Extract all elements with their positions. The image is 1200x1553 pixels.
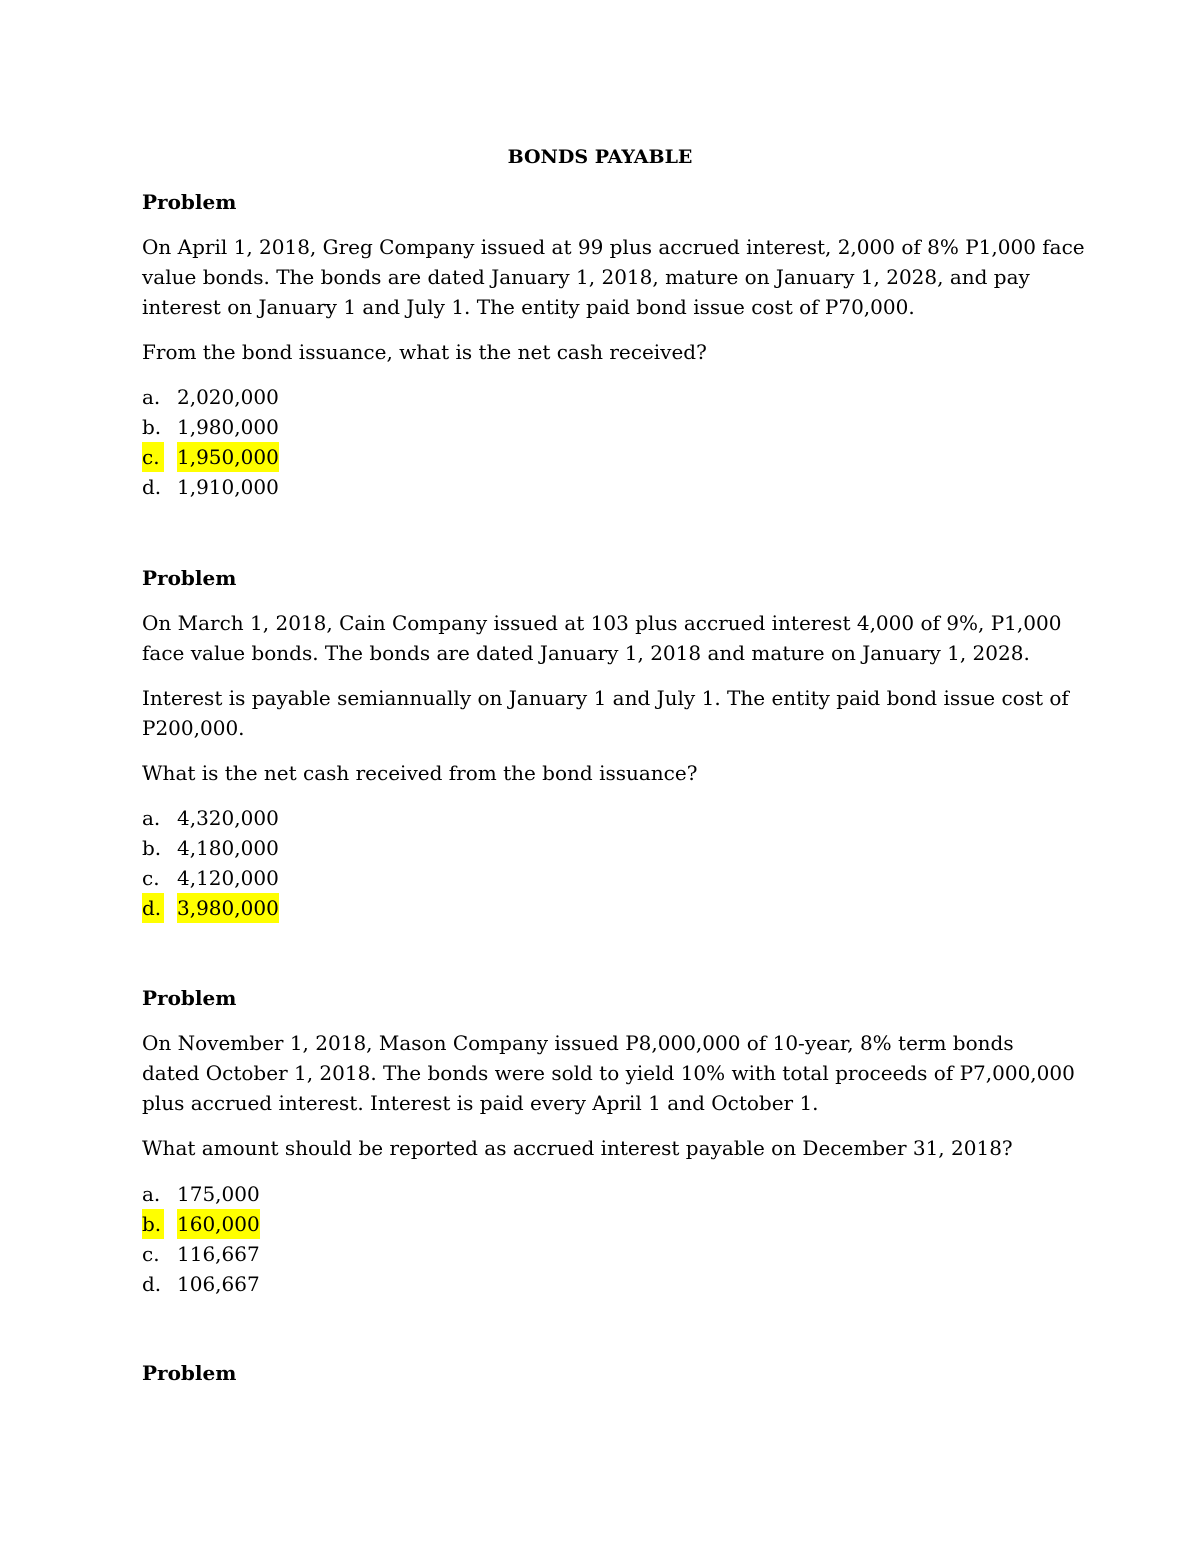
problem-3-heading: Problem [142,986,237,1010]
problem-2-heading: Problem [142,566,237,590]
option-letter: d. [142,1272,162,1296]
option-value: 4,120,000 [177,866,279,890]
option-letter: a. [142,1182,161,1206]
option-d-highlighted [142,893,279,923]
option-letter: d. [142,475,162,499]
option-b-highlighted [142,1209,260,1239]
problem-2-statement [142,608,1072,668]
problem-1-question [142,337,1072,367]
problem-3-question [142,1133,1072,1163]
option-letter: c. [142,1242,160,1266]
option-b [142,833,279,863]
option-value: 175,000 [177,1182,260,1206]
option-d [142,1269,260,1299]
option-value: 1,980,000 [177,415,279,439]
text-line: dated October 1, 2018. The bonds were sold to yield 10% with total proceeds of P7,000,000 [142,1061,1075,1085]
problem-2-interest-terms [142,683,1072,743]
option-value: 3,980,000 [177,893,279,923]
option-a [142,1179,260,1209]
problem-4-heading: Problem [142,1361,237,1385]
option-letter: c. [142,866,160,890]
problem-3-options [142,1179,260,1299]
text-line: Interest is payable semiannually on January 1 and July 1. The entity paid bond issue cost of [142,686,1069,710]
text-line: interest on January 1 and July 1. The entity paid bond issue cost of P70,000. [142,295,915,319]
option-letter: d. [142,893,164,923]
text-line: face value bonds. The bonds are dated January 1, 2018 and mature on January 1, 2028. [142,641,1030,665]
text-line: On November 1, 2018, Mason Company issued P8,000,000 of 10-year, 8% term bonds [142,1031,1014,1055]
option-value: 106,667 [177,1272,260,1296]
option-value: 1,950,000 [177,442,279,472]
text-line: On March 1, 2018, Cain Company issued at 103 plus accrued interest 4,000 of 9%, P1,000 [142,611,1062,635]
text-line: P200,000. [142,716,245,740]
problem-2-question [142,758,1072,788]
text-line: From the bond issuance, what is the net cash received? [142,340,707,364]
option-value: 2,020,000 [177,385,279,409]
option-letter: b. [142,1209,164,1239]
option-d [142,472,279,502]
option-value: 160,000 [177,1209,260,1239]
option-value: 116,667 [177,1242,260,1266]
option-value: 4,180,000 [177,836,279,860]
problem-1-statement [142,232,1085,322]
text-line: On April 1, 2018, Greg Company issued at 99 plus accrued interest, 2,000 of 8% P1,000 face [142,235,1085,259]
problem-1-heading: Problem [142,190,237,214]
document-title: BONDS PAYABLE [507,146,693,168]
text-line: What amount should be reported as accrued interest payable on December 31, 2018? [142,1136,1013,1160]
option-value: 4,320,000 [177,806,279,830]
option-letter: c. [142,442,164,472]
text-line: plus accrued interest. Interest is paid every April 1 and October 1. [142,1091,819,1115]
problem-3-statement [142,1028,1075,1118]
option-letter: b. [142,415,162,439]
option-a [142,382,279,412]
option-letter: a. [142,385,161,409]
option-c [142,863,279,893]
option-letter: a. [142,806,161,830]
text-line: value bonds. The bonds are dated January 1, 2018, mature on January 1, 2028, and pay [142,265,1030,289]
text-line: What is the net cash received from the bond issuance? [142,761,698,785]
option-b [142,412,279,442]
option-c-highlighted [142,442,279,472]
option-value: 1,910,000 [177,475,279,499]
option-a [142,803,279,833]
option-c [142,1239,260,1269]
problem-1-options [142,382,279,502]
option-letter: b. [142,836,162,860]
problem-2-options [142,803,279,923]
